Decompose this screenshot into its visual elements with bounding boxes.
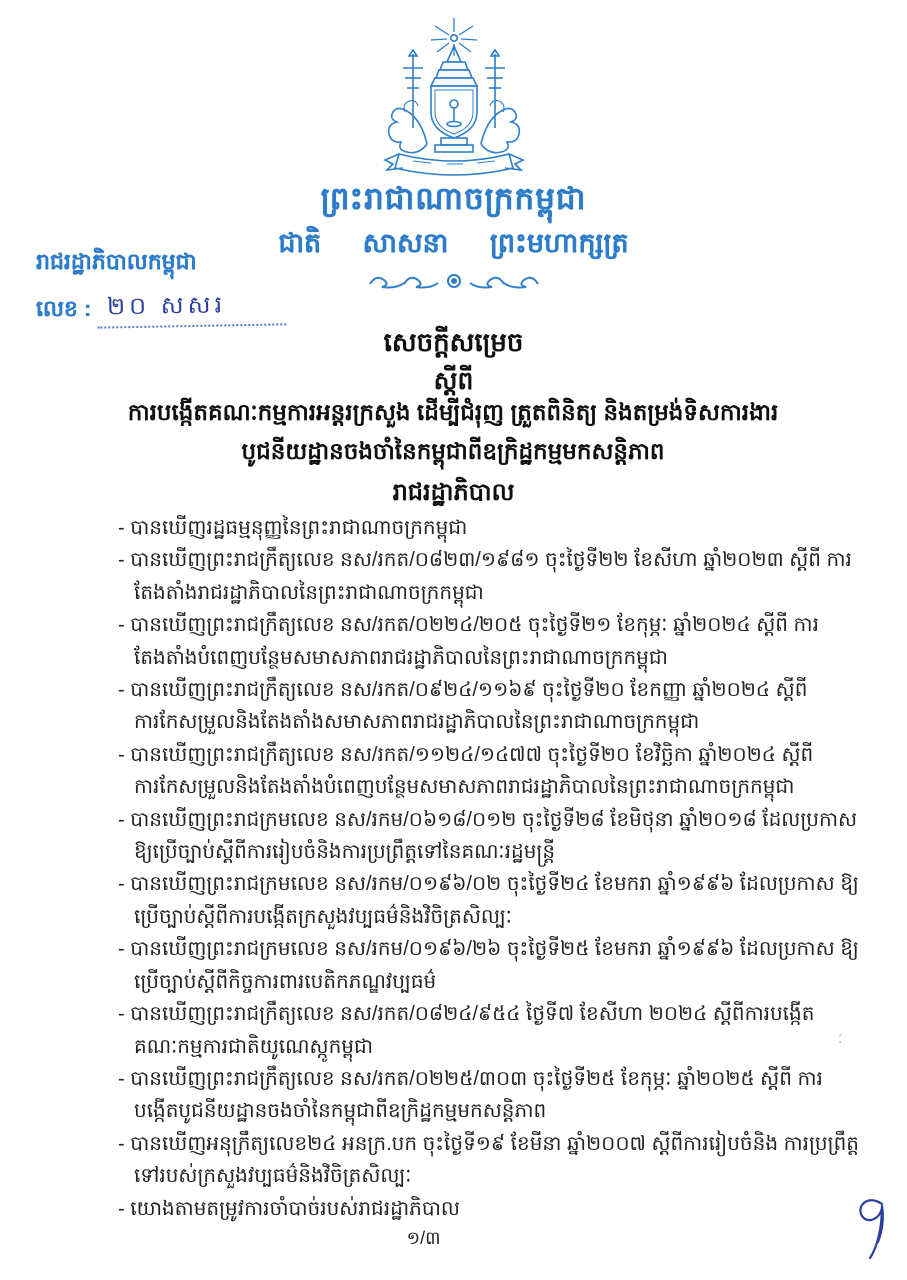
subject-line-1: ការបង្កើតគណៈកម្មការអន្តរក្រសួង ដើម្បីជំរុញ ត្រួតពិនិត្យ និងតម្រង់ទិសការងារ — [127, 399, 779, 425]
page-number: ១/៣ — [406, 1228, 441, 1248]
issuer-block — [36, 248, 336, 327]
national-motto: ជាតិ សាសនា ព្រះមហាក្សត្រ — [278, 228, 629, 258]
citation-item: - បានឃើញព្រះរាជក្រឹត្យលេខ នស/រកត/០២២៥/៣០៣ ចុះថ្ងៃទី២៥ ខែកុម្ភៈ ឆ្នាំ២០២៥ ស្តីពី ការបង្កើតបូជនីយដ្ឋានចងចាំនៃកម្ពុជាពីឧក្រិដ្ឋកម្មមកសន្តិភាព — [118, 1067, 823, 1123]
kingdom-title: ព្រះរាជាណាចក្រកម្ពុជា — [320, 181, 587, 216]
document-number-label: លេខ : — [36, 296, 92, 321]
citation-item: - បានឃើញអនុក្រឹត្យលេខ២៤ អនក្រ.បក ចុះថ្ងៃទី១៩ ខែមីនា ឆ្នាំ២០០៧ ស្តីពីការរៀបចំនិង ការប្រព្រឹត្តទៅរបស់ក្រសួងវប្បធម៌និងវិចិត្រសិល្បៈ — [118, 1132, 859, 1188]
body-heading: រាជរដ្ឋាភិបាល — [392, 479, 515, 506]
ornamental-scroll-divider-icon — [364, 268, 544, 294]
citations-list — [118, 512, 866, 1225]
issuer-name: រាជរដ្ឋាភិបាលកម្ពុជា — [36, 249, 197, 274]
subject-label: ស្តីពី — [433, 367, 474, 395]
citation-item: - បានឃើញព្រះរាជក្រមលេខ នស/រកម/០៦១៨/០១២ ចុះថ្ងៃទី២៨ ខែមិថុនា ឆ្នាំ២០១៨ ដែលប្រកាស ឱ្យប្រើច្បាប់ស្តីពីការរៀបចំនិងការប្រព្រឹត្តទៅនៃគណៈរដ្ឋមន្ត្រី — [118, 808, 858, 864]
royal-arms-of-cambodia-icon — [369, 16, 539, 186]
citation-item: - បានឃើញរដ្ឋធម្មនុញ្ញនៃព្រះរាជាណាចក្រកម្ពុជា — [118, 517, 468, 539]
doc-type-heading: សេចក្តីសម្រេច — [383, 327, 524, 357]
citation-item: - បានឃើញព្រះរាជក្រមលេខ នស/រកម/០១៩៦/០២ ចុះថ្ងៃទី២៤ ខែមករា ឆ្នាំ១៩៩៦ ដែលប្រកាស ឱ្យប្រើច្បាប់ស្តីពីការបង្កើតក្រសួងវប្បធម៌និងវិចិត្រសិល្បៈ — [118, 873, 859, 928]
citation-item: - បានឃើញព្រះរាជក្រឹត្យលេខ នស/រកត/០៨២៤/៩៥៤ ថ្ងៃទី៧ ខែសីហា ២០២៤ ស្តីពីការបង្កើត គណៈកម្មការជាតិយូណេស្កូកម្ពុជា — [118, 1003, 815, 1058]
handwritten-initial-icon — [848, 1192, 900, 1272]
citation-item: - បានឃើញព្រះរាជក្រឹត្យលេខ នស/រកត/០២២៤/២០៥ ចុះថ្ងៃទី២១ ខែកុម្ភៈ ឆ្នាំ២០២៤ ស្តីពី ការតែងតាំងបំពេញបន្ថែមសមាសភាពរាជរដ្ឋាភិបាលនៃព្រះរាជាណាចក្រកម្ពុជា — [118, 614, 819, 669]
document-number-value: ២០ សសរ — [97, 288, 287, 328]
citation-item: - បានឃើញព្រះរាជក្រឹត្យលេខ នស/រកត/០៨២៣/១៩៨១ ចុះថ្ងៃទី២២ ខែសីហា ឆ្នាំ២០២៣ ស្តីពី ការតែងតាំងរាជរដ្ឋាភិបាលនៃព្រះរាជាណាចក្រកម្ពុជា — [118, 549, 852, 604]
subject-line-2: បូជនីយដ្ឋានចងចាំនៃកម្ពុជាពីឧក្រិដ្ឋកម្មមកសន្តិភាព — [241, 438, 665, 464]
citation-item: - យោងតាមតម្រូវការចាំបាច់របស់រាជរដ្ឋាភិបាល — [118, 1197, 460, 1220]
citation-item: - បានឃើញព្រះរាជក្រមលេខ នស/រកម/០១៩៦/២៦ ចុះថ្ងៃទី២៥ ខែមករា ឆ្នាំ១៩៩៦ ដែលប្រកាស ឱ្យប្រើច្បាប់ស្តីពីកិច្ចការពារបេតិកភណ្ឌវប្បធម៌ — [118, 938, 859, 993]
scan-stray-mark: : — [838, 1030, 843, 1047]
citation-item: - បានឃើញព្រះរាជក្រឹត្យលេខ នស/រកត/១១២៤/១៤៧៧ ចុះថ្ងៃទី២០ ខែវិច្ឆិកា ឆ្នាំ២០២៤ ស្តីពី ការកែសម្រួលនិងតែងតាំងបំពេញបន្ថែមសមាសភាពរាជរដ្ឋាភិបាលនៃព្រះរាជាណាចក្រកម្ពុជា — [118, 743, 814, 799]
document-number-line — [36, 290, 336, 327]
citation-item: - បានឃើញព្រះរាជក្រឹត្យលេខ នស/រកត/០៩២៤/១១៦៩ ចុះថ្ងៃទី២០ ខែកញ្ញា ឆ្នាំ២០២៤ ស្តីពី ការកែសម្រួលនិងតែងតាំងសមាសភាពរាជរដ្ឋាភិបាលនៃព្រះរាជាណាចក្រកម្ពុជា — [118, 679, 808, 734]
